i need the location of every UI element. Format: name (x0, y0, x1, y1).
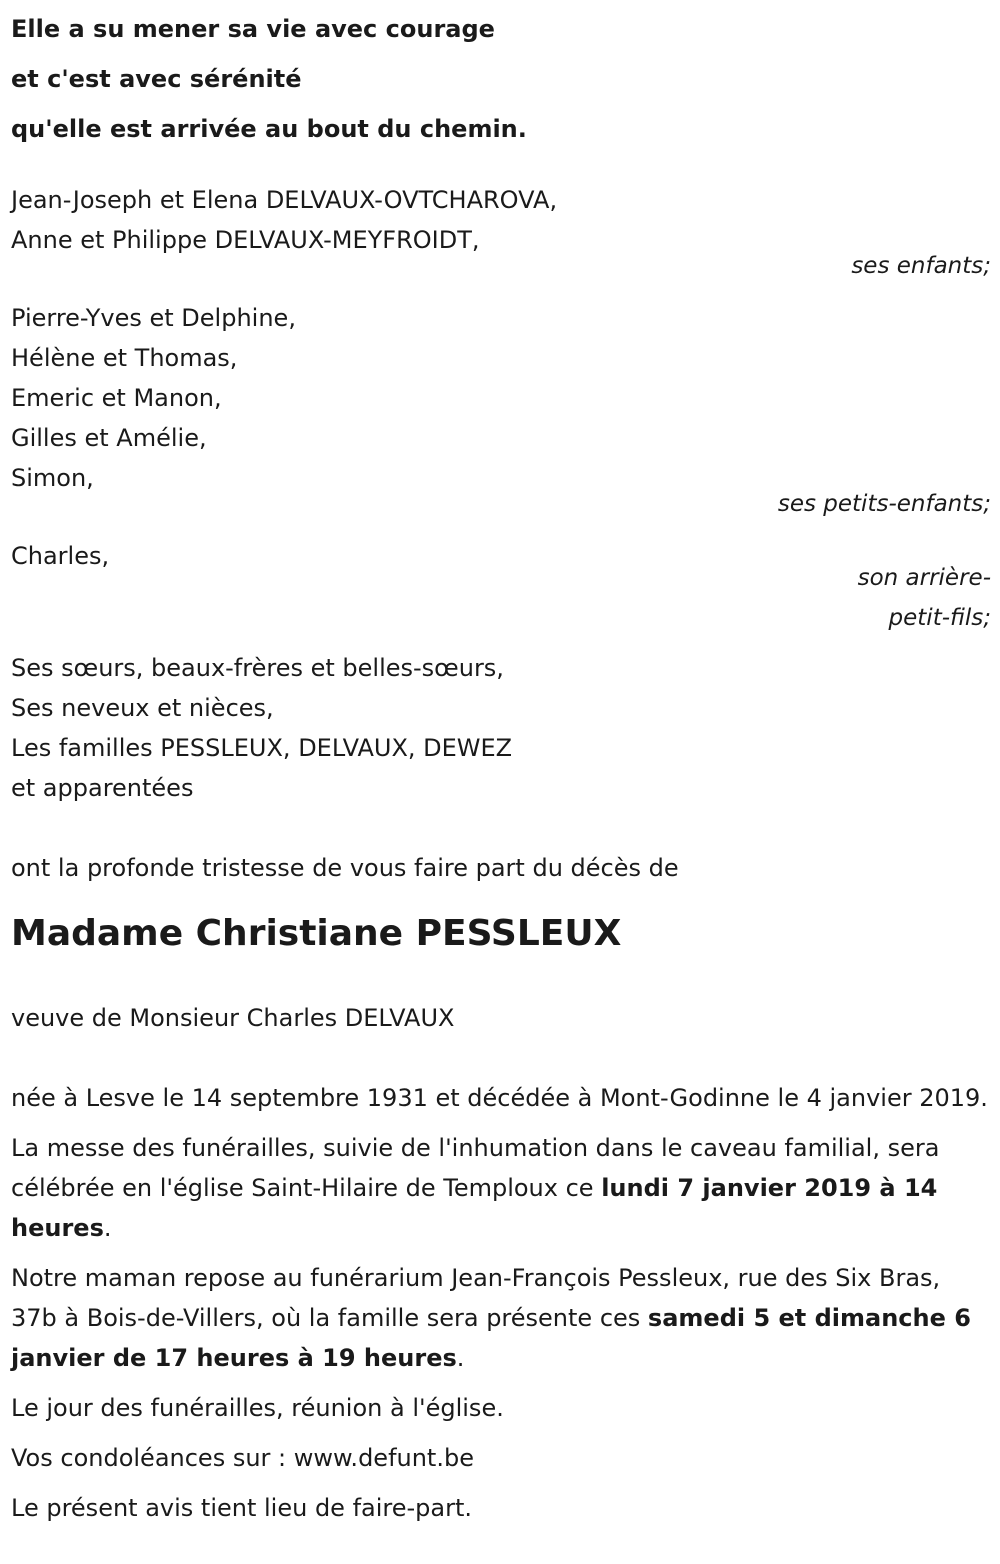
family-line: Ses neveux et nièces, (11, 694, 274, 722)
condolences-text: Vos condoléances sur : www.defunt.be (11, 1444, 474, 1472)
visitation-text (11, 1258, 991, 1378)
grandchildren-list (11, 298, 991, 498)
motto (11, 4, 991, 154)
role-label: ses enfants; (851, 253, 991, 279)
grandchild-name: Simon, (11, 464, 94, 492)
obituary-notice (11, 4, 991, 1528)
extended-family-list (11, 648, 991, 808)
child-name: Jean-Joseph et Elena DELVAUX-OVTCHAROVA, (11, 186, 558, 214)
funeral-text (11, 1128, 991, 1248)
widow-of-text: veuve de Monsieur Charles DELVAUX (11, 1004, 455, 1032)
family-line: et apparentées (11, 774, 194, 802)
great-grandchildren-role (11, 558, 991, 638)
visitation-text-end: . (456, 1344, 465, 1372)
motto-line: et c'est avec sérénité (11, 65, 302, 93)
child-name: Anne et Philippe DELVAUX-MEYFROIDT, (11, 226, 480, 254)
funeral-text-start: La messe des funérailles, suivie de l'inhumation dans le caveau familial, sera célébrée en l'église Saint-Hilaire de Temploux ce (11, 1134, 940, 1202)
funeral-datetime: lundi 7 janvier 2019 à 14 heures (11, 1174, 938, 1242)
funeral-text-end: . (103, 1214, 112, 1242)
grandchild-name: Pierre-Yves et Delphine, (11, 304, 296, 332)
role-label: ses petits-enfants; (777, 491, 991, 517)
family-line: Ses sœurs, beaux-frères et belles-sœurs, (11, 654, 504, 682)
great-grandchild-name: Charles, (11, 542, 110, 570)
role-label: petit-fils; (888, 605, 991, 631)
motto-line: qu'elle est arrivée au bout du chemin. (11, 115, 527, 143)
role-label: son arrière- (857, 565, 991, 591)
birth-death-text: née à Lesve le 14 septembre 1931 et décédée à Mont-Godinne le 4 janvier 2019. (11, 1084, 988, 1112)
grandchild-name: Emeric et Manon, (11, 384, 222, 412)
grandchild-name: Gilles et Amélie, (11, 424, 207, 452)
announcement-text: ont la profonde tristesse de vous faire part du décès de (11, 854, 679, 882)
visitation-datetime: samedi 5 et dimanche 6 janvier de 17 heures à 19 heures (11, 1304, 971, 1372)
deceased-name: Madame Christiane PESSLEUX (11, 913, 622, 954)
meeting-text: Le jour des funérailles, réunion à l'église. (11, 1394, 504, 1422)
visitation-text-start: Notre maman repose au funérarium Jean-François Pessleux, rue des Six Bras, 37b à Bois-de-Villers, où la famille sera présente ces (11, 1264, 941, 1332)
motto-line: Elle a su mener sa vie avec courage (11, 15, 495, 43)
notice-text: Le présent avis tient lieu de faire-part. (11, 1494, 473, 1522)
grandchild-name: Hélène et Thomas, (11, 344, 238, 372)
grandchildren-role (11, 484, 991, 524)
family-line: Les familles PESSLEUX, DELVAUX, DEWEZ (11, 734, 513, 762)
